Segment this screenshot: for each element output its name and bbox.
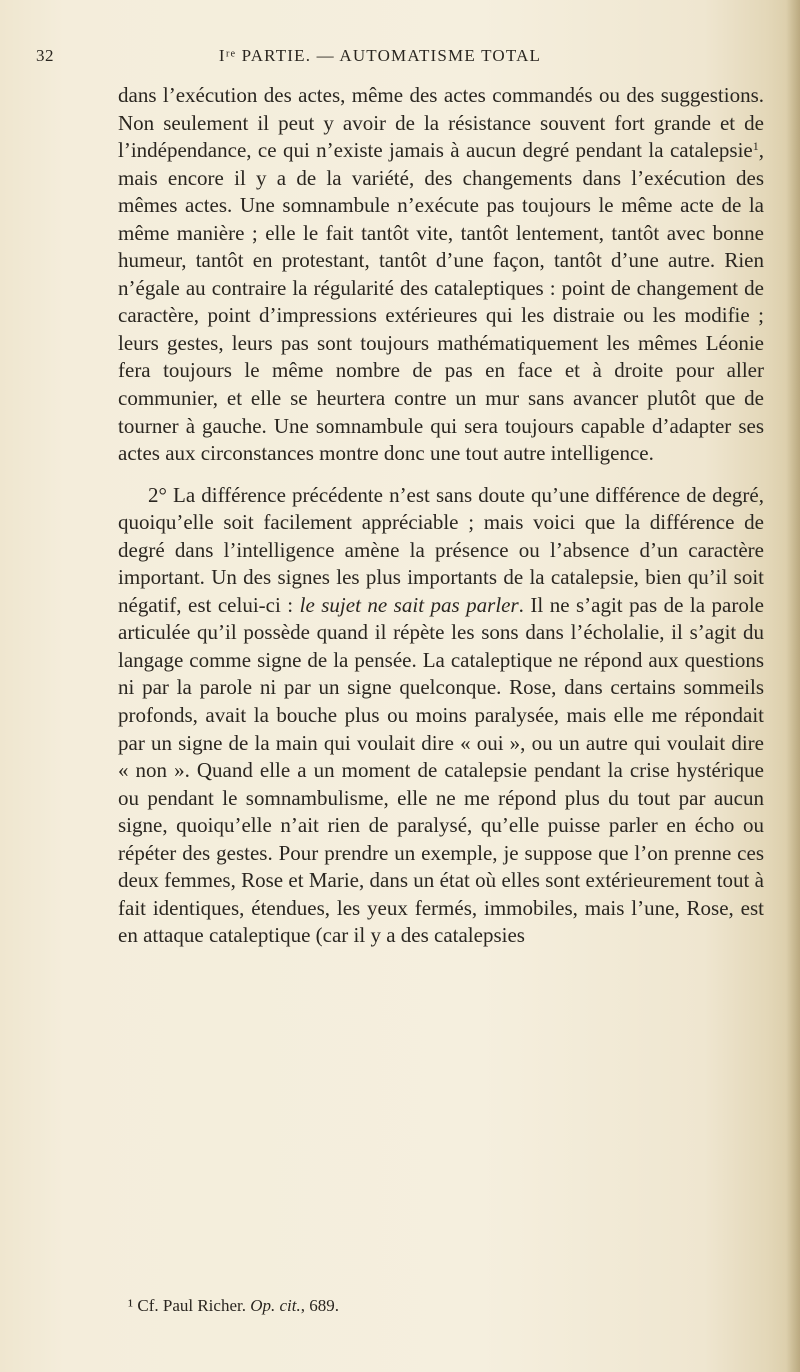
- running-head: [0, 46, 800, 74]
- footnote: [128, 1295, 748, 1317]
- footnote-text-b: , 689.: [300, 1296, 339, 1315]
- footnote-reference: 1: [752, 139, 759, 154]
- footnote-italic: Op. cit.: [250, 1296, 301, 1315]
- footnote-text-a: Cf. Paul Richer.: [137, 1296, 246, 1315]
- body-text: [118, 82, 764, 950]
- page-number: 32: [36, 46, 54, 65]
- paragraph-2-part-b: . Il ne s’agit pas de la parole articulée qu’il possède quand il répète les sons dans l’écholalie, il s’agit du langage comme signe de la pensée. La cataleptique ne répond aux questions ni par la parole ni par un signe quelconque. Rose, dans certains sommeils profonds, avait la bouche plus ou moins paralysée, mais elle me répondait par un signe de la main qui voulait dire « oui », ou un autre qui voulait dire « non ». Quand elle a un moment de catalepsie pendant la crise hystérique ou pendant le somnambulisme, elle ne me répond plus du tout par aucun signe, quoiqu’elle n’ait rien de paralysé, qu’elle puisse parler en écho ou répéter des gestes. Pour prendre un exemple, je suppose que l’on prenne ces deux femmes, Rose et Marie, dans un état où elles sont extérieurement tout à fait identiques, étendues, les yeux fermés, immobiles, mais l’une, Rose, est en attaque cataleptique (car il y a des catalepsies: [118, 592, 764, 948]
- paragraph-2-italic: le sujet ne sait pas parler: [299, 592, 519, 617]
- paragraph-1-part-b: , mais encore il y a de la variété, des changements dans l’exécution des mêmes actes. Une somnambule n’exécute pas toujours le même acte de la même manière ; elle le fait tantôt vite, tantôt lentement, tantôt avec bonne humeur, tantôt en protestant, tantôt d’une façon, tantôt d’une autre. Rien n’égale au contraire la régularité des cataleptiques : point de changement de caractère, point d’impressions extérieures qui les distraie ou les modifie ; leurs gestes, leurs pas sont toujours mathématiquement les mêmes Léonie fera toujours le même nombre de pas en face et à droite pour aller communier, et elle se heurtera contre un mur sans avancer plutôt que de tourner à gauche. Une somnambule qui sera toujours capable d’adapter ses actes aux circonstances montre donc une tout autre intelligence.: [118, 138, 764, 466]
- paragraph-2: [118, 482, 764, 950]
- paragraph-1-part-a: dans l’exécution des actes, même des actes commandés ou des suggestions. Non seulement il peut y avoir de la résistance souvent fort grande et de l’indépendance, ce qui n’existe jamais à aucun degré pendant la catalepsie: [118, 83, 764, 163]
- page-edge-shadow: [786, 0, 800, 1372]
- paragraph-2-part-a: 2° La différence précédente n’est sans doute qu’une différence de degré, quoiqu’elle soit facilement appréciable ; mais voici que la différence de degré dans l’intelligence amène la présence ou l’absence d’un caractère important. Un des signes les plus importants de la catalepsie, bien qu’il soit négatif, est celui-ci :: [118, 482, 764, 617]
- footnote-marker: ¹: [128, 1296, 134, 1315]
- paragraph-1: [118, 82, 764, 468]
- running-title: Iʳᵉ PARTIE. — AUTOMATISME TOTAL: [218, 46, 542, 65]
